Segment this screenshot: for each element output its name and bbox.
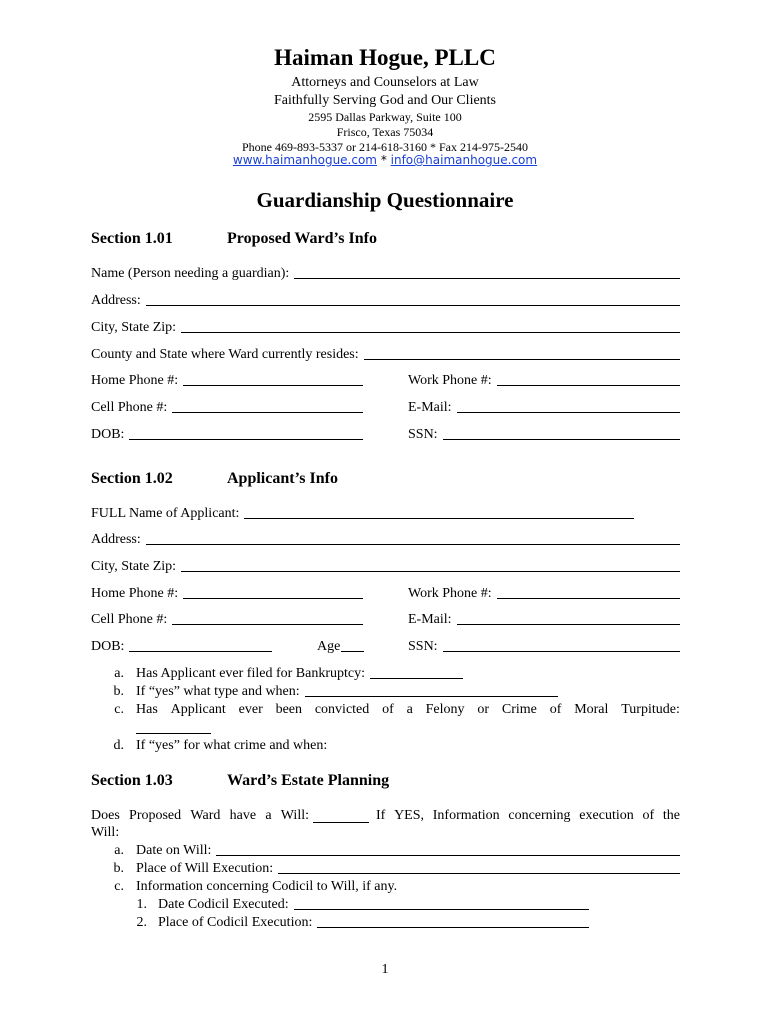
felony-word: been (275, 702, 303, 717)
felony-word: Turpitude: (621, 702, 680, 717)
ward-email-label: E-Mail: (408, 400, 452, 415)
ward-cell-phone-field[interactable] (91, 400, 363, 416)
ward-address-line[interactable] (146, 304, 680, 306)
applicant-cell-phone-label: Cell Phone #: (91, 612, 168, 627)
document-title: Guardianship Questionnaire (256, 188, 514, 212)
link-separator: * (377, 153, 391, 167)
ward-cell-phone-label: Cell Phone #: (91, 400, 168, 415)
applicant-work-phone-line[interactable] (497, 597, 680, 599)
applicant-cell-phone-line[interactable] (172, 623, 363, 625)
ward-email-line[interactable] (457, 411, 680, 413)
codicil-date-field[interactable] (158, 897, 589, 913)
will-date-field[interactable] (136, 843, 680, 859)
firm-tagline-2: Faithfully Serving God and Our Clients (273, 93, 497, 108)
applicant-name-label: FULL Name of Applicant: (91, 506, 240, 521)
ward-county-label: County and State where Ward currently resides: (91, 347, 359, 362)
applicant-name-field[interactable] (91, 506, 634, 522)
ward-name-field[interactable] (91, 266, 680, 282)
codicil-date-label: Date Codicil Executed: (158, 897, 289, 912)
codicil-info-label: Information concerning Codicil to Will, if any. (136, 879, 398, 894)
felony-word: Moral (574, 702, 609, 717)
will-info-word: execution (579, 808, 634, 823)
email-link[interactable]: info@haimanhogue.com (390, 153, 538, 167)
ward-address-label: Address: (91, 293, 141, 308)
ward-home-phone-field[interactable] (91, 373, 363, 389)
will-info-word: the (662, 808, 680, 823)
ward-ssn-label: SSN: (408, 427, 438, 442)
bankruptcy-type-line[interactable] (305, 695, 558, 697)
will-info-word: YES, (394, 808, 425, 823)
ward-work-phone-line[interactable] (497, 384, 680, 386)
applicant-email-line[interactable] (457, 623, 680, 625)
felony-word: ever (238, 702, 263, 717)
ward-home-phone-line[interactable] (183, 384, 363, 386)
will-question-word: Ward (190, 808, 221, 823)
section-1-number: Section 1.01 (91, 230, 173, 247)
applicant-cell-phone-field[interactable] (91, 612, 363, 628)
website-link[interactable]: www.haimanhogue.com (232, 153, 377, 167)
ward-dob-label: DOB: (91, 427, 125, 442)
section-1-heading (91, 230, 377, 248)
applicant-dob-field[interactable] (91, 639, 272, 655)
section-2-number: Section 1.02 (91, 470, 173, 487)
firm-phone-line: Phone 469-893-5337 or 214-618-3160 * Fax 214-975-2540 (242, 140, 528, 154)
applicant-ssn-field[interactable] (408, 639, 680, 655)
applicant-age-line[interactable] (341, 650, 364, 652)
felony-word: of (382, 702, 394, 717)
firm-address-1: 2595 Dallas Parkway, Suite 100 (308, 110, 462, 124)
ward-dob-field[interactable] (91, 427, 363, 443)
applicant-home-phone-label: Home Phone #: (91, 586, 179, 601)
will-info-word: concerning (508, 808, 571, 823)
felony-question (136, 702, 680, 718)
ward-email-field[interactable] (408, 400, 680, 416)
item-a-marker: a. (114, 843, 124, 858)
applicant-home-phone-line[interactable] (183, 597, 363, 599)
will-question-word: have (229, 808, 257, 823)
felony-answer-line[interactable] (136, 732, 211, 734)
bankruptcy-label: Has Applicant ever filed for Bankruptcy: (136, 666, 365, 681)
item-c1-marker: 1. (136, 897, 147, 912)
question-d-marker: d. (113, 738, 124, 753)
ward-county-line[interactable] (364, 358, 680, 360)
codicil-place-field[interactable] (158, 915, 589, 931)
ward-name-label: Name (Person needing a guardian): (91, 266, 290, 281)
applicant-city-field[interactable] (91, 559, 680, 575)
ward-city-line[interactable] (181, 331, 680, 333)
applicant-email-field[interactable] (408, 612, 680, 628)
section-3-name: Ward’s Estate Planning (227, 772, 390, 789)
page-number: 1 (381, 962, 389, 977)
ward-city-field[interactable] (91, 320, 680, 336)
question-c-marker: c. (114, 702, 124, 717)
bankruptcy-type-label: If “yes” what type and when: (136, 684, 300, 699)
section-1-name: Proposed Ward’s Info (227, 230, 377, 247)
bankruptcy-field[interactable] (136, 666, 463, 682)
will-place-label: Place of Will Execution: (136, 861, 274, 876)
applicant-name-line[interactable] (244, 517, 634, 519)
item-c-marker: c. (114, 879, 124, 894)
will-question-word: a (265, 808, 272, 823)
section-2-heading (91, 470, 338, 488)
firm-tagline-1: Attorneys and Counselors at Law (291, 75, 479, 90)
question-b-marker: b. (113, 684, 124, 699)
question-a-marker: a. (114, 666, 124, 681)
ward-name-line[interactable] (294, 277, 680, 279)
section-3-number: Section 1.03 (91, 772, 173, 789)
codicil-place-label: Place of Codicil Execution: (158, 915, 313, 930)
ward-ssn-line[interactable] (443, 438, 680, 440)
section-3-heading (91, 772, 390, 790)
will-date-label: Date on Will: (136, 843, 212, 858)
applicant-work-phone-label: Work Phone #: (408, 586, 492, 601)
applicant-ssn-line[interactable] (443, 650, 680, 652)
section-2-name: Applicant’s Info (227, 470, 338, 487)
ward-work-phone-field[interactable] (408, 373, 680, 389)
felony-word: Applicant (170, 702, 226, 717)
applicant-age-field[interactable] (317, 639, 364, 655)
codicil-place-line[interactable] (317, 926, 589, 928)
ward-city-label: City, State Zip: (91, 320, 177, 335)
applicant-dob-label: DOB: (91, 639, 125, 654)
codicil-date-line[interactable] (294, 908, 589, 910)
will-place-line[interactable] (278, 872, 680, 874)
felony-word: Felony (425, 702, 465, 717)
will-question-word: Will: (280, 808, 309, 823)
applicant-age-label: Age (317, 639, 341, 654)
bankruptcy-type-field[interactable] (136, 684, 558, 700)
firm-address-2: Frisco, Texas 75034 (336, 125, 434, 139)
ward-ssn-field[interactable] (408, 427, 680, 443)
applicant-address-field[interactable] (91, 532, 680, 548)
item-b-marker: b. (113, 861, 124, 876)
applicant-email-label: E-Mail: (408, 612, 452, 627)
firm-name: Haiman Hogue, PLLC (274, 45, 496, 70)
will-continued: Will: (91, 825, 120, 840)
felony-word: Crime (501, 702, 537, 717)
felony-word: convicted (314, 702, 370, 717)
will-info-word: Information (432, 808, 500, 823)
applicant-work-phone-field[interactable] (408, 586, 680, 602)
will-question-word: Proposed (129, 808, 182, 823)
felony-word: Has (136, 702, 158, 717)
will-info-word: of (642, 808, 655, 823)
bankruptcy-line[interactable] (370, 677, 463, 679)
felony-word: a (406, 702, 413, 717)
will-place-field[interactable] (136, 861, 680, 877)
applicant-city-label: City, State Zip: (91, 559, 177, 574)
applicant-city-line[interactable] (181, 570, 680, 572)
felony-details-label: If “yes” for what crime and when: (136, 738, 328, 753)
felony-word: or (477, 702, 490, 717)
applicant-dob-line[interactable] (129, 650, 272, 652)
will-date-line[interactable] (216, 854, 680, 856)
ward-cell-phone-line[interactable] (172, 411, 363, 413)
ward-address-field[interactable] (91, 293, 680, 309)
ward-county-field[interactable] (91, 347, 680, 363)
will-execution-info (376, 808, 680, 824)
felony-word: of (549, 702, 562, 717)
will-question-word: Does (91, 808, 120, 823)
ward-dob-line[interactable] (129, 438, 363, 440)
applicant-home-phone-field[interactable] (91, 586, 363, 602)
applicant-address-label: Address: (91, 532, 141, 547)
will-question (91, 808, 309, 824)
applicant-ssn-label: SSN: (408, 639, 438, 654)
will-answer-line[interactable] (313, 821, 369, 823)
ward-work-phone-label: Work Phone #: (408, 373, 492, 388)
applicant-address-line[interactable] (146, 543, 680, 545)
will-info-word: If (376, 808, 386, 823)
item-c2-marker: 2. (136, 915, 147, 930)
firm-links (0, 153, 770, 167)
ward-home-phone-label: Home Phone #: (91, 373, 179, 388)
